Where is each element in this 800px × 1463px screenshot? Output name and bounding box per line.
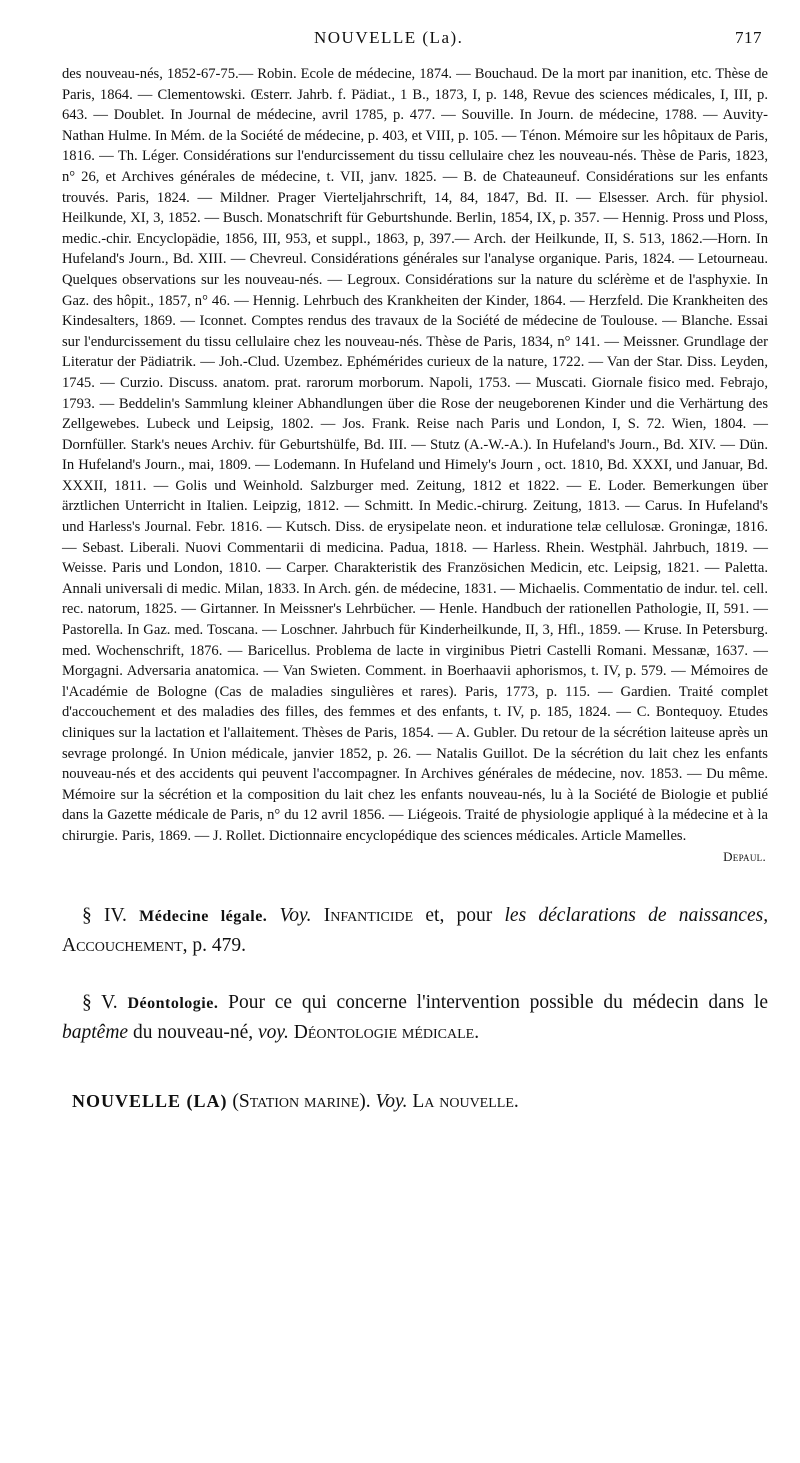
voy-label: voy. bbox=[258, 1022, 289, 1044]
section-page-ref: , p. 479. bbox=[182, 935, 247, 957]
running-header bbox=[62, 28, 768, 54]
section-italic-text: les déclarations de naissances, bbox=[504, 905, 769, 927]
cross-reference-accouchement[interactable]: Accouchement bbox=[62, 935, 183, 957]
section-deontologie bbox=[62, 988, 768, 1047]
cross-reference-infanticide[interactable]: Infanticide bbox=[323, 905, 414, 927]
section-medecine-legale bbox=[62, 901, 768, 960]
entry-headword: NOUVELLE (LA) bbox=[72, 1091, 228, 1112]
section-mark: § IV. bbox=[82, 905, 127, 927]
section-heading: Déontologie. bbox=[127, 995, 219, 1013]
section-text: et, pour bbox=[425, 905, 493, 927]
author-signature: Depaul. bbox=[723, 848, 766, 864]
voy-label: Voy. bbox=[279, 905, 312, 927]
section-mark: § V. bbox=[82, 992, 118, 1014]
running-title: NOUVELLE (La). bbox=[314, 28, 464, 47]
cross-reference-la-nouvelle[interactable]: La nouvelle. bbox=[412, 1091, 519, 1113]
section-italic-text: baptême bbox=[62, 1022, 129, 1044]
cross-reference-deontologie[interactable]: Déontologie médicale. bbox=[293, 1022, 480, 1044]
voy-label: Voy. bbox=[375, 1091, 408, 1113]
dictionary-entry bbox=[62, 1087, 768, 1116]
section-text-2: du nouveau-né, bbox=[132, 1022, 254, 1044]
section-heading: Médecine légale. bbox=[139, 908, 268, 926]
page-number: 717 bbox=[735, 28, 762, 47]
bibliography-block bbox=[62, 64, 768, 867]
bibliography-text: des nouveau-nés, 1852-67-75.— Robin. Ecole de médecine, 1874. — Bouchaud. De la mort par inanition, etc. Thèse de Paris, 1864. — Clementowski. Œsterr. Jahrb. f. Pädiat., 1 B., 1873, I, p. 148, Revue des sciences médicales, I, III, p. 643. — Doublet. In Journal de médecine, avril 1785, p. 477. — Souville. In Journ. de médecine, 1788. — Auvity-Nathan Hulme. In Mém. de la Société de médecine, p. 403, et VIII, p. 105. — Ténon. Mémoire sur les hôpitaux de Paris, 1816. — Th. Léger. Considérations sur l'endurcissement du tissu cellulaire chez les nouveau-nés. Thèse de Paris, 1823, n° 26, et Archives générales de médecine, t. VII, janv. 1825. — B. de Chateauneuf. Considérations sur les enfants trouvés. Paris, 1824. — Mildner. Prager Vierteljahrschrift, 14, 84, 1847, Bd. II. — Elsesser. Arch. für physiol. Heilkunde, XI, 3, 1852. — Busch. Monatschrift für Geburtshunde. Berlin, 1854, IX, p. 357. — Hennig. Pross und Ploss, medic.-chir. Encyclopädie, 1856, III, 953, et suppl., 1863, p, 397.— Arch. der Heilkunde, II, S. 513, 1862.—Horn. In Hufeland's Journ., Bd. XIII. — Chevreul. Considérations générales sur l'analyse organique. Paris, 1824. — Letourneau. Quelques observations sur les nouveau-nés. — Legroux. Considérations sur la nature du sclérème et de l'asphyxie. In Gaz. des hôpit., 1857, n° 46. — Hennig. Lehrbuch des Krankheiten der Kinder, 1864. — Herzfeld. Die Krankheiten des Kindesalters, 1869. — Iconnet. Comptes rendus des travaux de la Société de médecine de Toulouse. — Blanche. Essai sur l'endurcissement du tissu cellulaire chez les nouveau-nés. Thèse de Paris, 1834, n° 141. — Meissner. Grundlage der Literatur der Pädiatrik. — Joh.-Clud. Uzembez. Ephémérides curieux de la nature, 1722. — Van der Star. Diss. Leyden, 1745. — Curzio. Discuss. anatom. prat. rarorum morborum. Napoli, 1753. — Muscati. Giornale fisico med. Febrajo, 1793. — Beddelin's Sammlung kleiner Abhandlungen über die Rose der neugeborenen Kinder und die Verhärtung des Zellgewebes. Lubeck und Leipsig, 1802. — Jos. Frank. Reise nach Paris und London, I, S. 72. Wien, 1804. — Dornfüller. Stark's neues Archiv. für Geburtshülfe, Bd. III. — Stutz (A.-W.-A.). In Hufeland's Journ., Bd. XIV. — Dün. In Hufeland's Journ., mai, 1809. — Lodemann. In Hufeland und Himely's Journ , oct. 1810, Bd. XXXI, und Januar, Bd. XXXII, 1811. — Golis und Weinhold. Salzburger med. Zeitung, 1812 et 1822. — E. Loder. Bemerkungen über ärztlichen Unterricht in Italien. Leipzig, 1812. — Schmitt. In Medic.-chirurg. Zeitung, 1813. — Carus. In Hufeland's und Harless's Journal. Febr. 1816. — Kutsch. Diss. de erysipelate neon. et induratione telæ cellulosæ. Groningæ, 1816. — Sebast. Liberali. Nuovi Commentarii di medicina. Padua, 1818. — Harless. Rhein. Westphäl. Jahrbuch, 1819. — Weisse. Paris und London, 1810. — Carper. Charakteristik des Französichen Medicin, etc. Leipsig, 1821. — Paletta. Annali universali di medic. Milan, 1833. In Arch. gén. de médecine, 1831. — Michaelis. Commentatio de indur. tel. cell. rec. natorum, 1825. — Girtanner. In Meissner's Lehrbücher. — Henle. Handbuch der rationellen Pathologie, II, 591. — Pastorella. In Gaz. med. Toscana. — Loschner. Jahrbuch für Kinderheilkunde, II, 3, Hfl., 1859. — Kruse. In Petersburg. med. Wochenschrift, 1876. — Baricellus. Problema de lacte in virginibus Pietri Castelli Romani. Messanæ, 1637. — Morgagni. Adversaria anatomica. — Van Swieten. Comment. in Boerhaavii aphorismos, t. IV, p. 579. — Mémoires de l'Académie de Bologne (Cas de maladies singulières et rares). Paris, 1773, p. 115. — Gardien. Traité complet d'accouchement et des maladies des filles, des femmes et des enfants, t. IV, p. 185, 1824. — C. Bontequoy. Etudes cliniques sur la lactation et l'allaitement. Thèses de Paris, 1854. — A. Gubler. Du retour de la sécrétion laiteuse après un sevrage prolongé. In Union médicale, janvier 1852, p. 26. — Natalis Guillot. De la sécrétion du lait chez les enfants nouveau-nés et des accidents qui peuvent l'accompagner. In Archives générales de médecine, nov. 1853. — Du même. Mémoire sur la sécrétion et la composition du lait chez les enfants nouveau-nés, lu à la Société de Biologie et publié dans la Gazette médicale de Paris, n° du 12 avril 1856. — Liégeois. Traité de physiologie appliqué à la médecine et à la chirurgie. Paris, 1869. — J. Rollet. Dictionnaire encyclopédique des sciences médicales. Article Mamelles. bbox=[62, 66, 768, 844]
dictionary-page bbox=[62, 28, 768, 1116]
section-text: Pour ce qui concerne l'intervention possible du médecin dans le bbox=[228, 992, 769, 1014]
entry-qualifier: (Station marine). bbox=[232, 1091, 371, 1113]
